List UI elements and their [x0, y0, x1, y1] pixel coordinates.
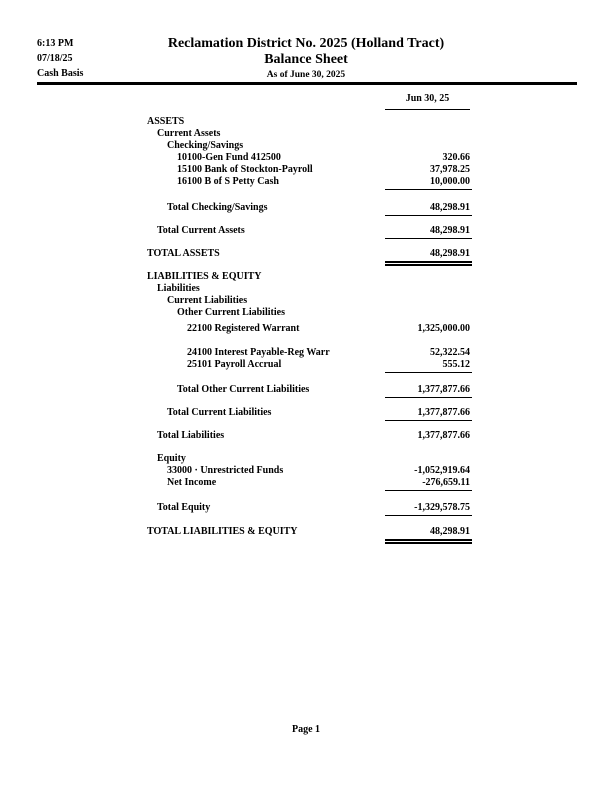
row-label: Total Liabilities — [157, 430, 225, 441]
row-amount: -1,329,578.75 — [385, 502, 472, 516]
report-row — [0, 347, 612, 359]
row-label: 22100 Registered Warrant — [187, 323, 300, 334]
row-label: Liabilities — [157, 283, 200, 294]
report-row — [0, 116, 612, 128]
report-row — [0, 359, 612, 371]
report-row — [0, 140, 612, 152]
row-amount: 48,298.91 — [385, 225, 472, 239]
company-name: Reclamation District No. 2025 (Holland Tract) — [167, 36, 445, 51]
row-amount: 48,298.91 — [385, 202, 472, 216]
row-label: Total Checking/Savings — [167, 202, 268, 213]
row-amount: 1,325,000.00 — [417, 323, 470, 334]
report-row — [0, 407, 612, 419]
row-label: 15100 Bank of Stockton-Payroll — [177, 164, 313, 175]
row-amount: 10,000.00 — [385, 176, 472, 190]
report-row — [0, 152, 612, 164]
report-date: 07/18/25 — [37, 53, 73, 64]
report-row — [0, 477, 612, 489]
row-label: Current Assets — [157, 128, 221, 139]
report-row — [0, 453, 612, 465]
report-row — [0, 295, 612, 307]
row-amount: 1,377,877.66 — [417, 430, 470, 441]
row-amount — [385, 271, 472, 283]
row-label: Total Equity — [157, 502, 211, 513]
row-label: Other Current Liabilities — [177, 307, 285, 318]
row-label: 24100 Interest Payable-Reg Warr — [187, 347, 330, 358]
row-amount: 48,298.91 — [385, 248, 472, 266]
report-title: Balance Sheet — [264, 52, 348, 67]
row-label: 16100 B of S Petty Cash — [177, 176, 279, 187]
row-amount: 555.12 — [385, 359, 472, 373]
row-label: Total Current Assets — [157, 225, 245, 236]
row-label: TOTAL LIABILITIES & EQUITY — [147, 526, 298, 537]
row-label: 25101 Payroll Accrual — [187, 359, 282, 370]
row-label: Equity — [157, 453, 186, 464]
column-header-date: Jun 30, 25 — [385, 93, 470, 110]
row-amount: 37,978.25 — [430, 164, 470, 175]
row-label: Total Other Current Liabilities — [177, 384, 310, 395]
row-label: Current Liabilities — [167, 295, 248, 306]
row-amount — [385, 140, 472, 152]
report-row — [0, 248, 612, 260]
report-row — [0, 526, 612, 538]
row-amount — [385, 307, 472, 319]
row-amount: 1,377,877.66 — [385, 384, 472, 398]
row-amount: 48,298.91 — [385, 526, 472, 544]
report-row — [0, 164, 612, 176]
row-amount — [385, 128, 472, 140]
row-amount: -1,052,919.64 — [414, 465, 470, 476]
report-asof: As of June 30, 2025 — [266, 70, 346, 80]
row-amount: 320.66 — [442, 152, 470, 163]
row-label: 33000 · Unrestricted Funds — [167, 465, 284, 476]
row-label: Checking/Savings — [167, 140, 244, 151]
report-row — [0, 283, 612, 295]
report-row — [0, 323, 612, 335]
row-label: Total Current Liabilities — [167, 407, 272, 418]
row-amount — [385, 283, 472, 295]
row-label: Net Income — [167, 477, 217, 488]
page-number: Page 1 — [291, 724, 321, 735]
report-row — [0, 271, 612, 283]
report-row — [0, 202, 612, 214]
report-row — [0, 307, 612, 319]
row-label: TOTAL ASSETS — [147, 248, 220, 259]
report-row — [0, 384, 612, 396]
report-row — [0, 225, 612, 237]
row-label: ASSETS — [147, 116, 185, 127]
report-row — [0, 465, 612, 477]
report-header — [0, 35, 612, 82]
row-amount: 1,377,877.66 — [385, 407, 472, 421]
report-row — [0, 176, 612, 188]
row-amount: -276,659.11 — [385, 477, 472, 491]
row-label: LIABILITIES & EQUITY — [147, 271, 262, 282]
report-time: 6:13 PM — [37, 38, 74, 49]
report-row — [0, 128, 612, 140]
row-amount — [385, 116, 472, 128]
row-label: 10100-Gen Fund 412500 — [177, 152, 281, 163]
row-amount — [385, 295, 472, 307]
report-row — [0, 502, 612, 514]
report-basis: Cash Basis — [37, 68, 84, 79]
report-row — [0, 430, 612, 442]
row-amount — [385, 453, 472, 465]
report-rows — [0, 116, 612, 538]
row-amount: 52,322.54 — [430, 347, 470, 358]
header-divider — [37, 82, 577, 85]
